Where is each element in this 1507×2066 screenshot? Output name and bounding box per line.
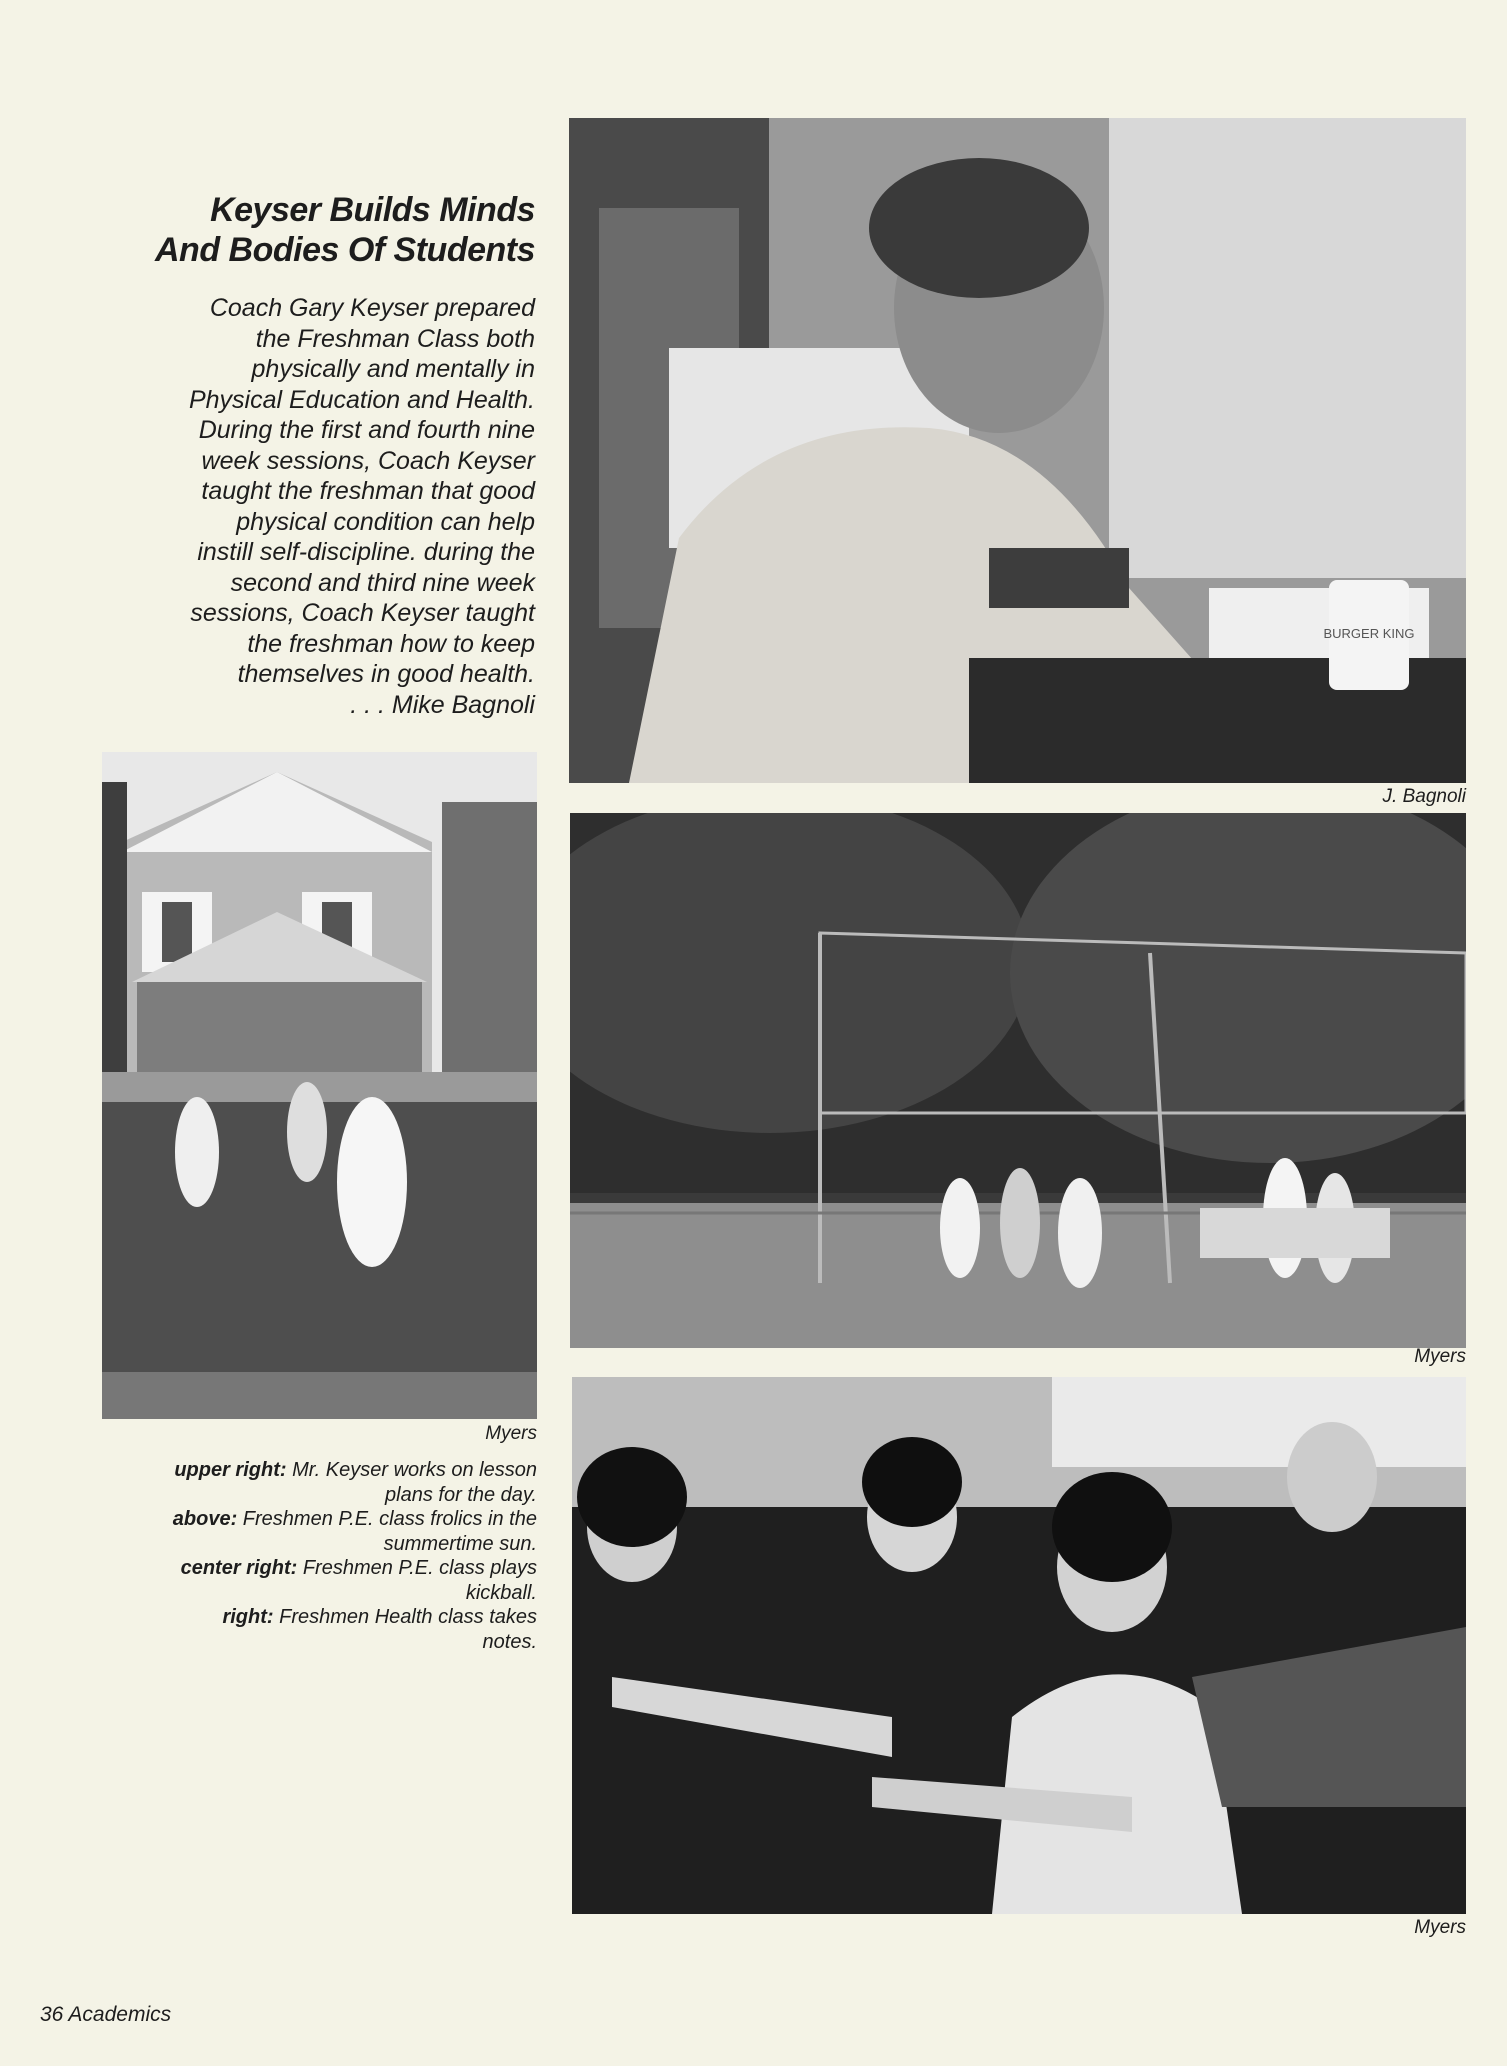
caption-label: center right: bbox=[180, 1557, 298, 1579]
photo-credit-kickball: Myers bbox=[1414, 1346, 1466, 1367]
photo-pe-class-lawn bbox=[102, 752, 537, 1419]
caption-text: summertime sun. bbox=[383, 1532, 537, 1555]
caption-text: kickball. bbox=[465, 1581, 537, 1604]
body-byline: . . . Mike Bagnoli bbox=[350, 690, 535, 719]
caption-above bbox=[100, 1507, 537, 1556]
photo-health-class bbox=[572, 1377, 1466, 1914]
caption-text: Freshmen P.E. class plays bbox=[302, 1557, 537, 1579]
body-line: physical condition can help bbox=[236, 507, 535, 536]
photo-captions bbox=[100, 1458, 537, 1654]
article-headline bbox=[90, 190, 535, 270]
article-body bbox=[100, 293, 535, 720]
body-line: the Freshman Class both bbox=[255, 324, 535, 353]
photo-credit-teacher: J. Bagnoli bbox=[1382, 786, 1466, 807]
page-footer-label: 36 Academics bbox=[40, 2003, 172, 2026]
body-line: second and third nine week bbox=[230, 568, 535, 597]
cup-logo-text: BURGER KING bbox=[1323, 626, 1415, 641]
body-line: instill self-discipline. during the bbox=[197, 538, 535, 566]
body-line: week sessions, Coach Keyser bbox=[201, 446, 535, 475]
caption-text: Mr. Keyser works on lesson bbox=[292, 1459, 537, 1481]
photo-pe-class-kickball bbox=[570, 813, 1466, 1348]
photo-credit-class: Myers bbox=[1414, 1917, 1466, 1938]
body-line: physically and mentally in bbox=[251, 355, 535, 383]
caption-text: notes. bbox=[482, 1630, 537, 1653]
headline-line-2: And Bodies Of Students bbox=[155, 231, 535, 269]
caption-right bbox=[100, 1605, 537, 1654]
headline-line-1: Keyser Builds Minds bbox=[210, 191, 535, 229]
caption-text: Freshmen P.E. class frolics in the bbox=[242, 1508, 537, 1530]
body-line: taught the freshman that good bbox=[201, 477, 535, 505]
caption-text: plans for the day. bbox=[385, 1483, 537, 1506]
caption-label: right: bbox=[222, 1606, 274, 1628]
caption-label: upper right: bbox=[174, 1459, 287, 1481]
caption-center-right bbox=[100, 1556, 537, 1605]
body-line: Coach Gary Keyser prepared bbox=[209, 294, 535, 322]
body-line: sessions, Coach Keyser taught bbox=[190, 599, 535, 627]
caption-text: Freshmen Health class takes bbox=[279, 1606, 537, 1628]
caption-label: above: bbox=[172, 1508, 238, 1530]
caption-upper-right bbox=[100, 1458, 537, 1507]
body-line: Physical Education and Health. bbox=[188, 385, 535, 414]
body-line: During the first and fourth nine bbox=[198, 416, 535, 444]
body-line: themselves in good health. bbox=[237, 660, 535, 688]
body-line: the freshman how to keep bbox=[247, 629, 535, 658]
photo-credit-house: Myers bbox=[485, 1423, 537, 1444]
photo-teacher-at-desk bbox=[569, 118, 1466, 783]
